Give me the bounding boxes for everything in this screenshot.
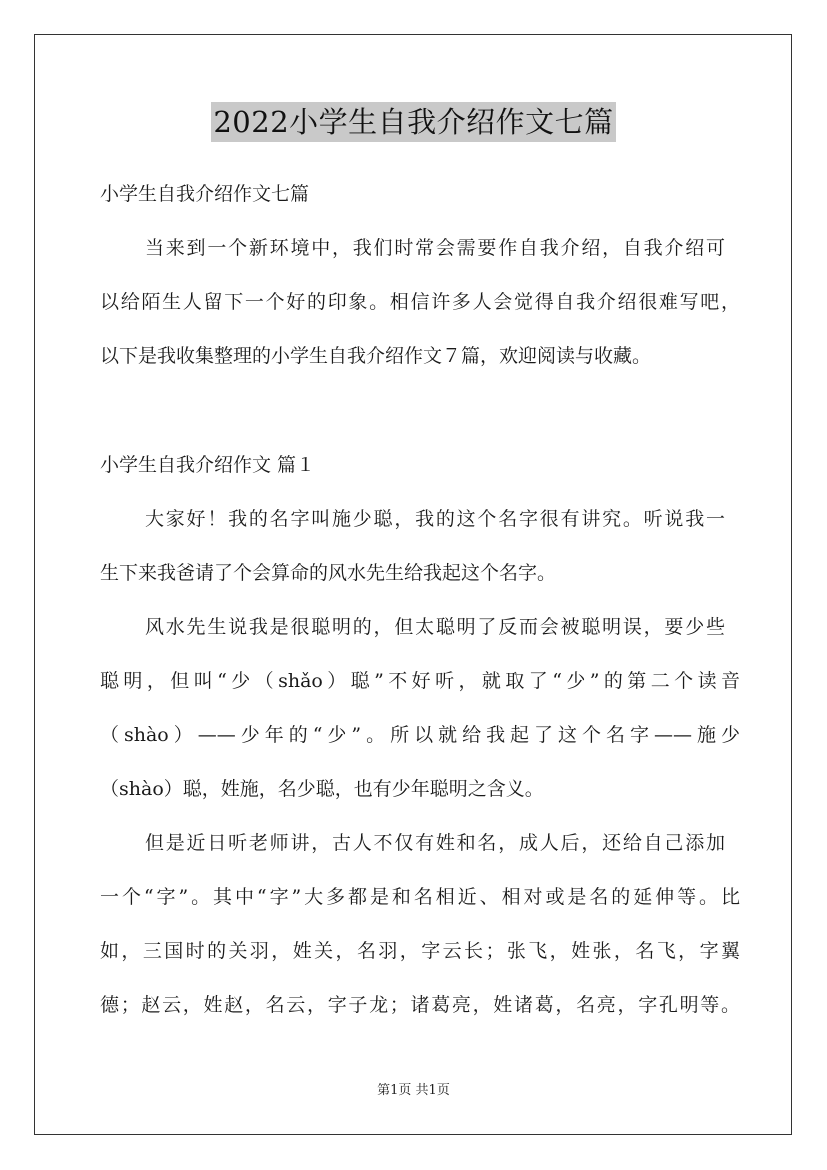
body-line: 生下来我爸请了个会算命的风水先生给我起这个名字。: [100, 562, 557, 584]
body-line: 聪明，但叫“少（shǎo）聪”不好听，就取了“少”的第二个读音: [100, 670, 740, 692]
body-line: 但是近日听老师讲，古人不仅有姓和名，成人后，还给自己添加: [145, 832, 725, 854]
body-line: （shào）——少年的“少”。所以就给我起了这个名字——施少: [100, 724, 740, 746]
body-line: 大家好！我的名字叫施少聪，我的这个名字很有讲究。听说我一: [145, 508, 725, 530]
body-line: 如，三国时的关羽，姓关，名羽，字云长；张飞，姓张，名飞，字翼: [100, 940, 740, 962]
intro-line: 当来到一个新环境中，我们时常会需要作自我介绍，自我介绍可: [145, 237, 725, 259]
document-subtitle: 小学生自我介绍作文七篇: [100, 183, 310, 205]
intro-line: 以给陌生人留下一个好的印象。相信许多人会觉得自我介绍很难写吧，: [100, 291, 740, 313]
body-line: 德；赵云，姓赵，名云，字子龙；诸葛亮，姓诸葛，名亮，字孔明等。: [100, 994, 740, 1016]
section-heading: 小学生自我介绍作文 篇１: [100, 454, 316, 476]
title-container: [0, 102, 827, 142]
body-line: （shào）聪，姓施，名少聪，也有少年聪明之含义。: [100, 778, 544, 800]
body-line: 风水先生说我是很聪明的，但太聪明了反而会被聪明误，要少些: [145, 616, 725, 638]
intro-line: 以下是我收集整理的小学生自我介绍作文７篇，欢迎阅读与收藏。: [100, 345, 652, 367]
page-footer: 第1页 共1页: [377, 1083, 450, 1098]
document-title: 2022小学生自我介绍作文七篇: [211, 102, 615, 142]
body-line: 一个“字”。其中“字”大多都是和名相近、相对或是名的延伸等。比: [100, 886, 740, 908]
